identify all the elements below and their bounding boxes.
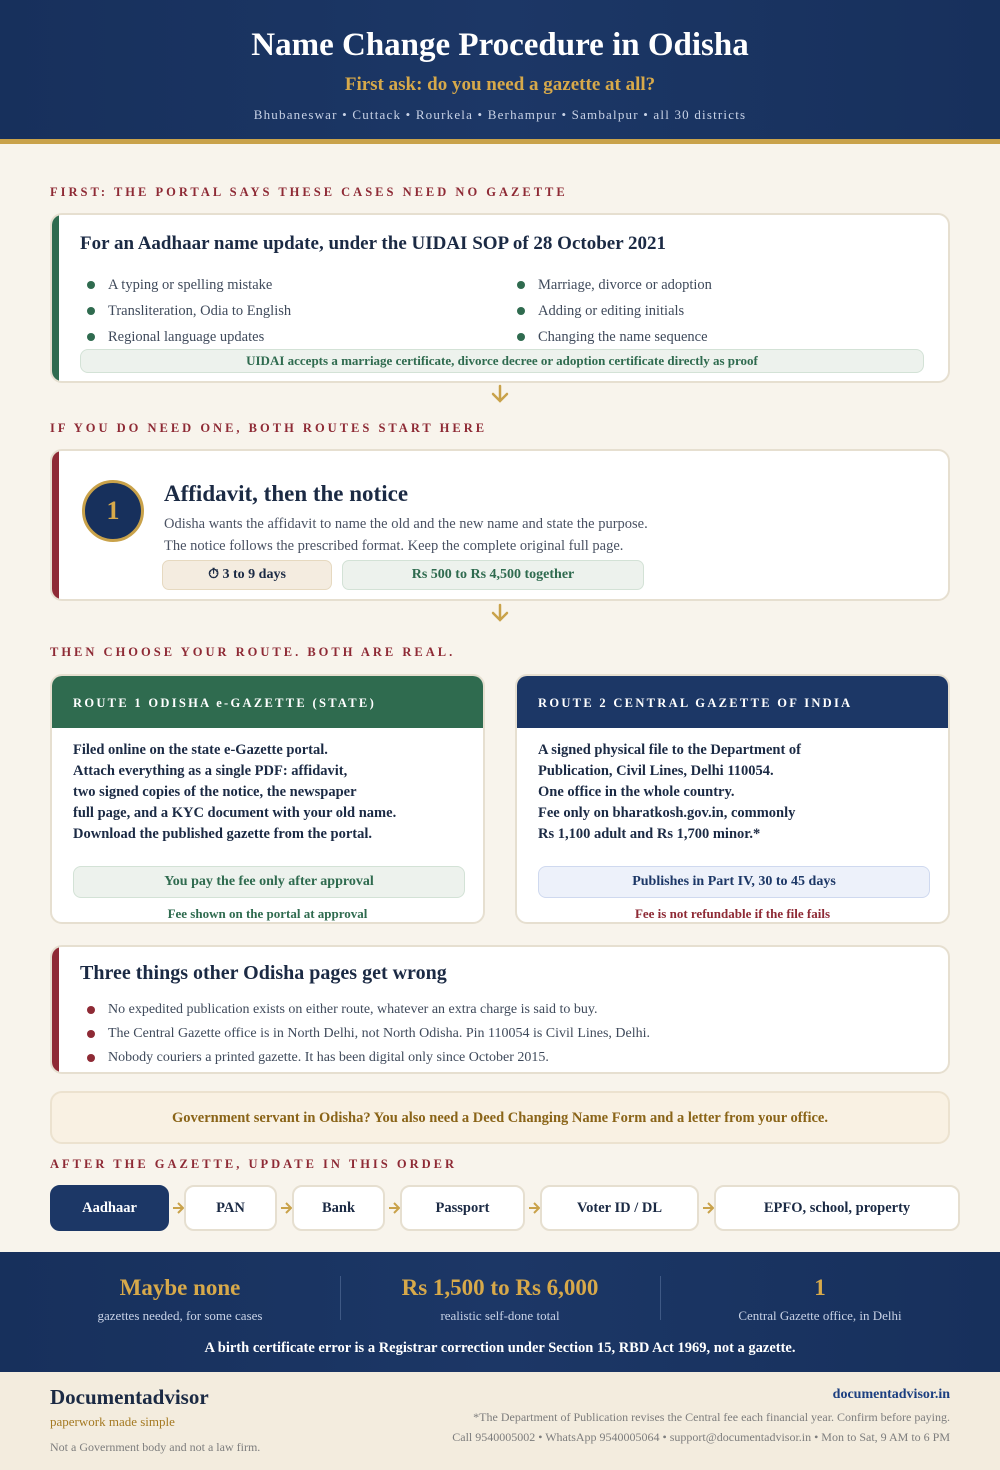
- stat-label: Central Gazette office, in Delhi: [738, 1308, 902, 1323]
- route-2-line: One office in the whole country.: [538, 784, 735, 800]
- route-2-line: A signed physical file to the Department of: [538, 742, 801, 758]
- list-item: Marriage, divorce or adoption: [510, 275, 712, 301]
- stat-total: [360, 1274, 640, 1324]
- route-1-line: two signed copies of the notice, the newspaper: [73, 784, 357, 800]
- route-1-card: [50, 674, 485, 924]
- route-2-line: Rs 1,100 adult and Rs 1,700 minor.*: [538, 826, 761, 842]
- route-2-header: ROUTE 2 CENTRAL GAZETTE OF INDIA: [517, 676, 948, 728]
- wrong-facts-card: [50, 945, 950, 1074]
- route-1-note: Fee shown on the portal at approval: [167, 906, 368, 921]
- stat-value: 1: [814, 1275, 826, 1300]
- wrong-facts-list: [80, 1000, 650, 1072]
- route-2-note: Fee is not refundable if the file fails: [634, 906, 831, 921]
- card-accent-bar: [52, 451, 59, 599]
- step-epfo: EPFO, school, property: [714, 1185, 960, 1231]
- page-footer: [0, 1372, 1000, 1470]
- stat-divider: [340, 1276, 341, 1320]
- stats-band: [0, 1252, 1000, 1372]
- page-header: [0, 0, 1000, 144]
- page-subtitle: First ask: do you need a gazette at all?: [344, 74, 656, 95]
- stat-label: realistic self-done total: [440, 1308, 560, 1323]
- arrow-right-icon: [387, 1199, 401, 1217]
- list-item: Changing the name sequence: [510, 327, 712, 353]
- route-2-line: Fee only on bharatkosh.gov.in, commonly: [538, 805, 796, 821]
- list-item: No expedited publication exists on either route, whatever an extra charge is said to buy.: [80, 1000, 650, 1024]
- list-item: Transliteration, Odia to English: [80, 301, 291, 327]
- fee-footnote: *The Department of Publication revises the Central fee each financial year. Confirm before paying.: [473, 1410, 950, 1424]
- step-pan: PAN: [184, 1185, 277, 1231]
- step-number-badge: 1: [82, 480, 144, 542]
- affidavit-title: Affidavit, then the notice: [164, 481, 409, 506]
- list-item: A typing or spelling mistake: [80, 275, 291, 301]
- arrow-right-icon: [701, 1199, 715, 1217]
- no-gazette-list-left: [80, 275, 291, 353]
- card-accent-bar: [52, 947, 59, 1072]
- stat-office: [680, 1274, 960, 1324]
- routes-label: THEN CHOOSE YOUR ROUTE. BOTH ARE REAL.: [50, 645, 456, 659]
- route-2-line: Publication, Civil Lines, Delhi 110054.: [538, 763, 774, 779]
- time-badge: ⏱ 3 to 9 days: [162, 560, 332, 590]
- step-aadhaar: Aadhaar: [50, 1185, 169, 1231]
- route-1-line: Attach everything as a single PDF: affidavit,: [73, 763, 348, 779]
- list-item: The Central Gazette office is in North Delhi, not North Odisha. Pin 110054 is Civil Lines, Delhi.: [80, 1024, 650, 1048]
- down-arrow-icon: [489, 384, 511, 404]
- route-1-line: Filed online on the state e-Gazette portal.: [73, 742, 328, 758]
- route-1-line: full page, and a KYC document with your old name.: [73, 805, 397, 821]
- start-label: IF YOU DO NEED ONE, BOTH ROUTES START HERE: [50, 421, 488, 435]
- no-gazette-card: [50, 213, 950, 383]
- step-passport: Passport: [400, 1185, 525, 1231]
- after-label: AFTER THE GAZETTE, UPDATE IN THIS ORDER: [50, 1157, 457, 1171]
- government-servant-note: Government servant in Odisha? You also need a Deed Changing Name Form and a letter from your office.: [50, 1091, 950, 1144]
- affidavit-line-2: The notice follows the prescribed format. Keep the complete original full page.: [164, 538, 624, 554]
- uidai-proof-note: UIDAI accepts a marriage certificate, divorce decree or adoption certificate directly as proof: [80, 349, 924, 373]
- cost-badge: Rs 500 to Rs 4,500 together: [342, 560, 644, 590]
- no-gazette-label: FIRST: THE PORTAL SAYS THESE CASES NEED NO GAZETTE: [50, 185, 568, 199]
- birth-certificate-note: A birth certificate error is a Registrar correction under Section 15, RBD Act 1969, not a gazette.: [204, 1340, 796, 1356]
- brand-name: Documentadvisor: [50, 1385, 209, 1409]
- route-2-card: [515, 674, 950, 924]
- website-link[interactable]: documentadvisor.in: [832, 1387, 950, 1402]
- route-2-publish-pill: Publishes in Part IV, 30 to 45 days: [538, 866, 930, 898]
- route-1-header: ROUTE 1 ODISHA e-GAZETTE (STATE): [52, 676, 483, 728]
- step-bank: Bank: [292, 1185, 385, 1231]
- page-title: Name Change Procedure in Odisha: [251, 27, 749, 63]
- route-1-body: [73, 740, 396, 845]
- route-1-line: Download the published gazette from the portal.: [73, 826, 372, 842]
- down-arrow-icon: [489, 603, 511, 623]
- wrong-facts-title: Three things other Odisha pages get wrong: [80, 962, 447, 984]
- stat-label: gazettes needed, for some cases: [97, 1308, 263, 1323]
- stat-gazettes: [40, 1274, 320, 1324]
- disclaimer: Not a Government body and not a law firm.: [50, 1440, 261, 1454]
- route-2-body: [538, 740, 801, 845]
- arrow-right-icon: [279, 1199, 293, 1217]
- list-item: Nobody couriers a printed gazette. It has been digital only since October 2015.: [80, 1048, 650, 1072]
- route-1-fee-pill: You pay the fee only after approval: [73, 866, 465, 898]
- brand-tagline: paperwork made simple: [50, 1414, 175, 1429]
- arrow-right-icon: [527, 1199, 541, 1217]
- contact-line: Call 9540005002 • WhatsApp 9540005064 • support@documentadvisor.in • Mon to Sat, 9 AM to 6 PM: [452, 1430, 950, 1444]
- arrow-right-icon: [171, 1199, 185, 1217]
- list-item: Adding or editing initials: [510, 301, 712, 327]
- affidavit-line-1: Odisha wants the affidavit to name the old and the new name and state the purpose.: [164, 516, 648, 532]
- stat-divider: [660, 1276, 661, 1320]
- stat-value: Maybe none: [119, 1275, 241, 1300]
- districts-line: Bhubaneswar • Cuttack • Rourkela • Berhampur • Sambalpur • all 30 districts: [253, 107, 747, 122]
- stat-value: Rs 1,500 to Rs 6,000: [401, 1275, 599, 1300]
- no-gazette-title: For an Aadhaar name update, under the UIDAI SOP of 28 October 2021: [80, 233, 667, 254]
- step-voter-id: Voter ID / DL: [540, 1185, 699, 1231]
- affidavit-card: [50, 449, 950, 601]
- list-item: Regional language updates: [80, 327, 291, 353]
- no-gazette-list-right: [510, 275, 712, 353]
- card-accent-bar: [52, 215, 59, 381]
